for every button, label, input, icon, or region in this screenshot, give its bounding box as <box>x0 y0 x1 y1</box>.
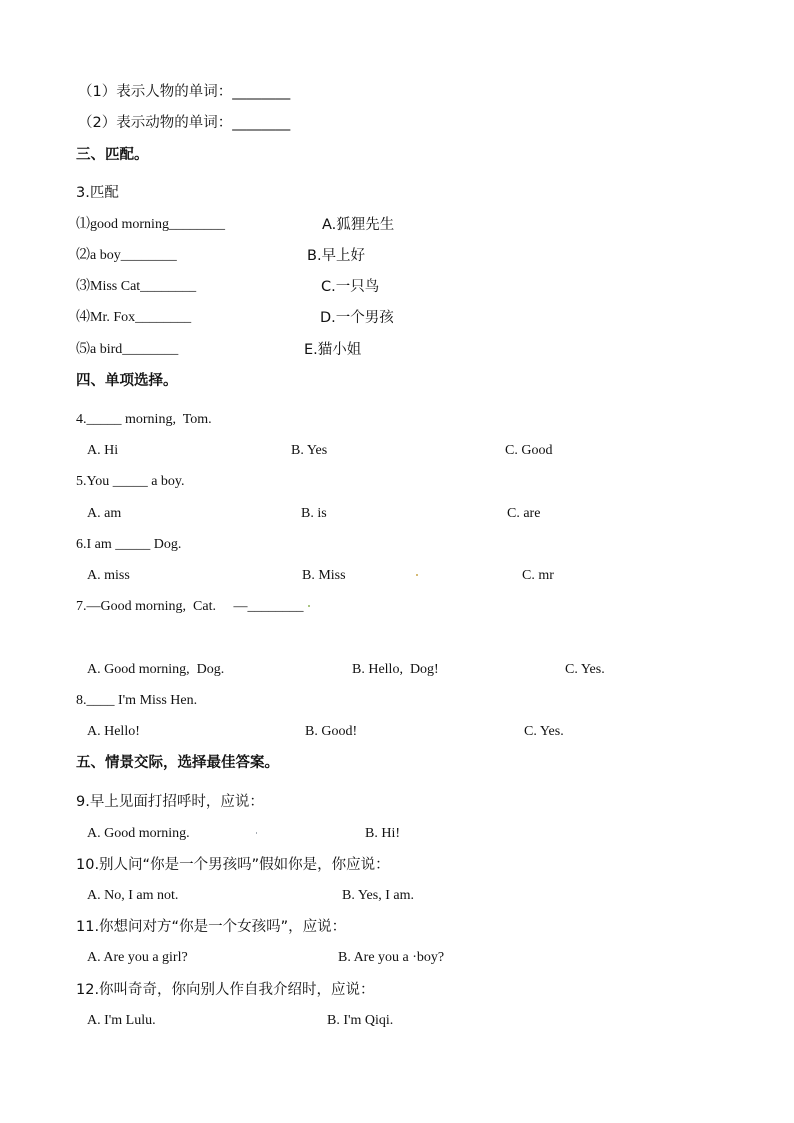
question-stem-4: 4._____ morning, Tom. <box>76 412 212 427</box>
match-right-item-e: E.猫小姐 <box>304 342 362 358</box>
question-animal-words: （2）表示动物的单词：________ <box>78 115 291 131</box>
question-stem-9: 9.早上见面打招呼时，应说： <box>76 794 264 810</box>
option-8c[interactable]: C. Yes. <box>524 724 564 739</box>
match-left-item-3: ⑶Miss Cat________ <box>76 279 197 294</box>
option-9b[interactable]: B. Hi! <box>365 826 400 841</box>
option-5a[interactable]: A. am <box>87 506 122 521</box>
option-12b[interactable]: B. I'm Qiqi. <box>327 1013 394 1028</box>
option-5b[interactable]: B. is <box>301 506 327 521</box>
section-heading-single-choice: 四、单项选择。 <box>76 373 178 389</box>
speck-mark <box>308 605 310 607</box>
match-right-item-c: C.一只鸟 <box>321 279 380 295</box>
option-11a[interactable]: A. Are you a girl? <box>87 950 188 965</box>
option-6b[interactable]: B. Miss <box>302 568 346 583</box>
speck-mark <box>416 574 418 576</box>
question-stem-5: 5.You _____ a boy. <box>76 474 185 489</box>
question-title-matching: 3.匹配 <box>76 185 119 201</box>
option-7a[interactable]: A. Good morning, Dog. <box>87 662 225 677</box>
option-6a[interactable]: A. miss <box>87 568 130 583</box>
option-7c[interactable]: C. Yes. <box>565 662 605 677</box>
match-left-item-2: ⑵a boy________ <box>76 248 177 263</box>
option-4c[interactable]: C. Good <box>505 443 553 458</box>
option-12a[interactable]: A. I'm Lulu. <box>87 1013 156 1028</box>
speck-mark <box>256 832 257 834</box>
question-stem-7: 7.—Good morning, Cat. —________ <box>76 599 304 614</box>
match-left-item-5: ⑸a bird________ <box>76 342 179 357</box>
match-right-item-d: D.一个男孩 <box>320 310 394 326</box>
question-stem-8: 8.____ I'm Miss Hen. <box>76 693 198 708</box>
question-people-words: （1）表示人物的单词：________ <box>78 84 291 100</box>
question-stem-12: 12.你叫奇奇，你向别人作自我介绍时，应说： <box>76 982 375 998</box>
option-4a[interactable]: A. Hi <box>87 443 119 458</box>
option-10b[interactable]: B. Yes, I am. <box>342 888 414 903</box>
option-8b[interactable]: B. Good! <box>305 724 358 739</box>
option-10a[interactable]: A. No, I am not. <box>87 888 179 903</box>
option-7b[interactable]: B. Hello, Dog! <box>352 662 439 677</box>
question-stem-6: 6.I am _____ Dog. <box>76 537 182 552</box>
match-left-item-1: ⑴good morning________ <box>76 217 225 232</box>
option-4b[interactable]: B. Yes <box>291 443 328 458</box>
match-right-item-b: B.早上好 <box>307 248 366 264</box>
section-heading-situational: 五、情景交际，选择最佳答案。 <box>76 755 279 771</box>
option-6c[interactable]: C. mr <box>522 568 554 583</box>
option-5c[interactable]: C. are <box>507 506 541 521</box>
option-9a[interactable]: A. Good morning. <box>87 826 190 841</box>
match-right-item-a: A.狐狸先生 <box>322 217 395 233</box>
option-8a[interactable]: A. Hello! <box>87 724 140 739</box>
match-left-item-4: ⑷Mr. Fox________ <box>76 310 192 325</box>
section-heading-matching: 三、匹配。 <box>76 147 149 163</box>
question-stem-11: 11.你想问对方“你是一个女孩吗”，应说： <box>76 919 347 935</box>
option-11b[interactable]: B. Are you a ·boy? <box>338 950 445 965</box>
question-stem-10: 10.别人问“你是一个男孩吗”假如你是，你应说： <box>76 857 390 873</box>
